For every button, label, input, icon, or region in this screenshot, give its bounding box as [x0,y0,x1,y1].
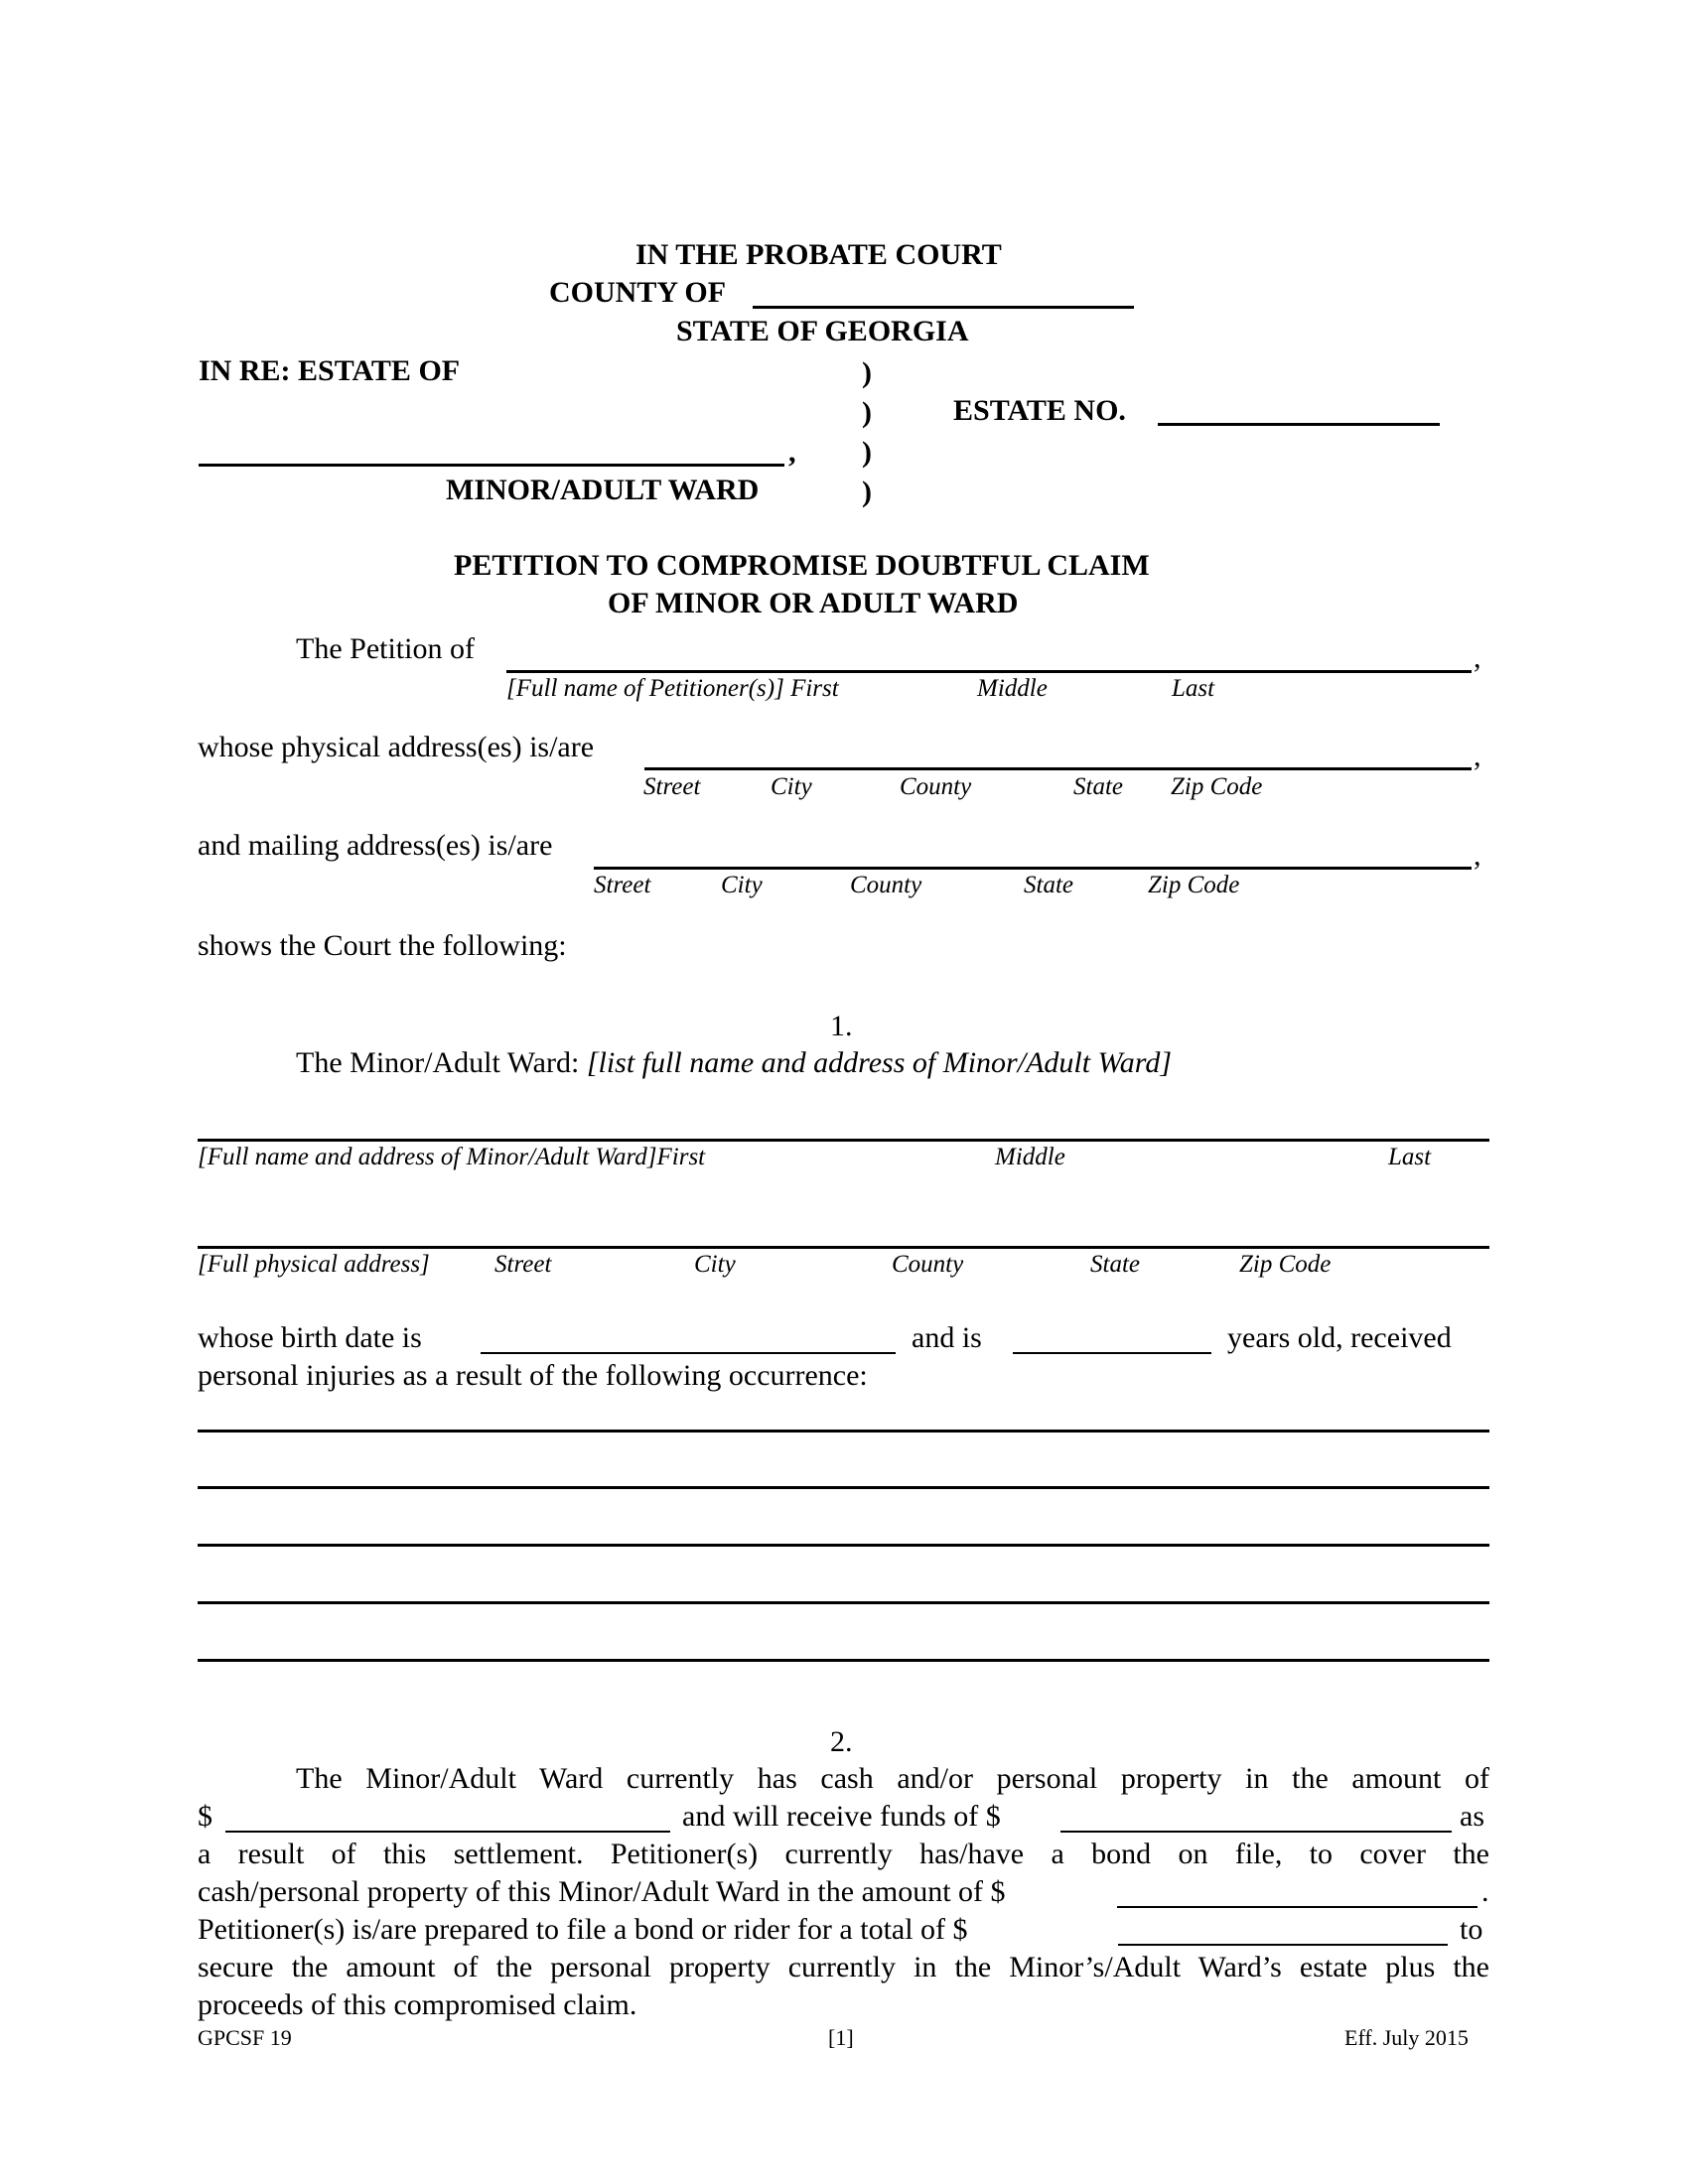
state-heading: STATE OF GEORGIA [676,315,969,347]
s2-to-label: to [1460,1913,1483,1946]
s2-line-1-text: The Minor/Adult Ward currently has cash and/or personal property in the amount of [296,1762,1489,1795]
physical-address-field[interactable] [644,767,1472,770]
mailing-hint-state: State [1024,872,1073,898]
injuries-text: personal injuries as a result of the following occurrence: [198,1359,868,1392]
years-old-label: years old, received [1227,1321,1452,1354]
footer-effective-date: Eff. July 2015 [1344,2025,1469,2050]
ward-phys-hint: [Full physical address] [198,1251,430,1278]
ward-hint-last: Last [1388,1144,1432,1170]
in-re-label: IN RE: ESTATE OF [199,354,461,387]
s2-period: . [1481,1875,1489,1908]
s2-line-3-text: a result of this settlement. Petitioner(s) currently has/have a bond on file, to cover the [198,1838,1489,1870]
ward-name-field[interactable] [199,464,784,467]
physical-hint-state: State [1073,773,1123,800]
age-label: and is [912,1321,982,1354]
mailing-address-label: and mailing address(es) is/are [198,829,553,862]
petitioner-hint-middle: Middle [977,675,1048,702]
occurrence-line-2[interactable] [198,1486,1489,1489]
ward-hint-first: [Full name and address of Minor/Adult Ward]First [198,1144,706,1170]
physical-comma: , [1474,740,1481,772]
s2-bond-rider-label: Petitioner(s) is/are prepared to file a bond or rider for a total of $ [198,1913,968,1946]
section-1-lead-hint: [list full name and address of Minor/Adult Ward] [586,1046,1173,1079]
ward-hint-middle: Middle [995,1144,1065,1170]
title-line-2: OF MINOR OR ADULT WARD [608,587,1019,619]
birth-date-label: whose birth date is [198,1321,422,1354]
mailing-address-field[interactable] [594,867,1472,870]
s2-line-6 [198,1950,1489,1985]
birth-date-field[interactable] [481,1352,896,1354]
age-field[interactable] [1013,1352,1211,1354]
ward-hint-city: City [694,1251,736,1278]
s2-line-3 [198,1837,1489,1872]
section-1-number: 1. [830,1010,853,1042]
section-2-number: 2. [830,1725,853,1758]
county-field[interactable] [753,306,1134,309]
ward-hint-zip: Zip Code [1239,1251,1332,1278]
mailing-hint-city: City [721,872,763,898]
ward-full-name-field[interactable] [198,1139,1489,1142]
caption-paren-4: ) [862,476,872,508]
petitioner-hint-first: [Full name of Petitioner(s)] First [506,675,839,702]
occurrence-line-4[interactable] [198,1601,1489,1604]
physical-hint-county: County [900,773,972,800]
petitioner-hint-last: Last [1172,675,1215,702]
s2-dollar-1: $ [198,1800,212,1833]
petition-intro: The Petition of [296,632,475,665]
estate-no-label: ESTATE NO. [953,394,1126,427]
s2-line-6-text: secure the amount of the personal property currently in the Minor’s/Adult Ward’s estate plus the [198,1951,1489,1983]
section-1-lead [296,1045,1172,1081]
s2-receive-label: and will receive funds of $ [682,1800,1001,1833]
current-cash-field[interactable] [225,1831,670,1833]
physical-hint-zip: Zip Code [1171,773,1263,800]
petitioner-name-field[interactable] [506,670,1472,673]
mailing-hint-zip: Zip Code [1148,872,1240,898]
bond-on-file-field[interactable] [1117,1906,1477,1908]
s2-as-label: as [1460,1800,1484,1833]
estate-no-field[interactable] [1158,423,1440,426]
court-heading: IN THE PROBATE COURT [635,238,1002,271]
petitioner-comma: , [1474,641,1481,674]
county-label: COUNTY OF [549,276,727,309]
ward-label: MINOR/ADULT WARD [446,474,760,506]
physical-hint-street: Street [643,773,701,800]
mailing-hint-street: Street [594,872,651,898]
section-1-lead-text: The Minor/Adult Ward: [296,1046,580,1079]
caption-paren-2: ) [862,396,872,429]
mailing-comma: , [1474,839,1481,872]
title-line-1: PETITION TO COMPROMISE DOUBTFUL CLAIM [454,549,1150,582]
ward-hint-state: State [1090,1251,1140,1278]
ward-hint-county: County [892,1251,964,1278]
s2-line-1 [296,1761,1489,1797]
physical-hint-city: City [771,773,812,800]
footer-form-id: GPCSF 19 [198,2025,292,2050]
bond-rider-total-field[interactable] [1118,1944,1448,1946]
ward-hint-street: Street [494,1251,552,1278]
occurrence-line-5[interactable] [198,1659,1489,1662]
occurrence-line-1[interactable] [198,1430,1489,1433]
s2-line-7: proceeds of this compromised claim. [198,1988,637,2021]
ward-physical-address-field[interactable] [198,1246,1489,1249]
occurrence-line-3[interactable] [198,1544,1489,1547]
physical-address-label: whose physical address(es) is/are [198,731,595,763]
settlement-funds-field[interactable] [1060,1831,1452,1833]
mailing-hint-county: County [850,872,922,898]
s2-bond-on-file-label: cash/personal property of this Minor/Adult Ward in the amount of $ [198,1875,1006,1908]
caption-comma: , [788,436,796,469]
caption-paren-1: ) [862,356,872,389]
caption-paren-3: ) [862,436,872,469]
footer-page-number: [1] [828,2025,854,2050]
shows-court-text: shows the Court the following: [198,929,567,962]
